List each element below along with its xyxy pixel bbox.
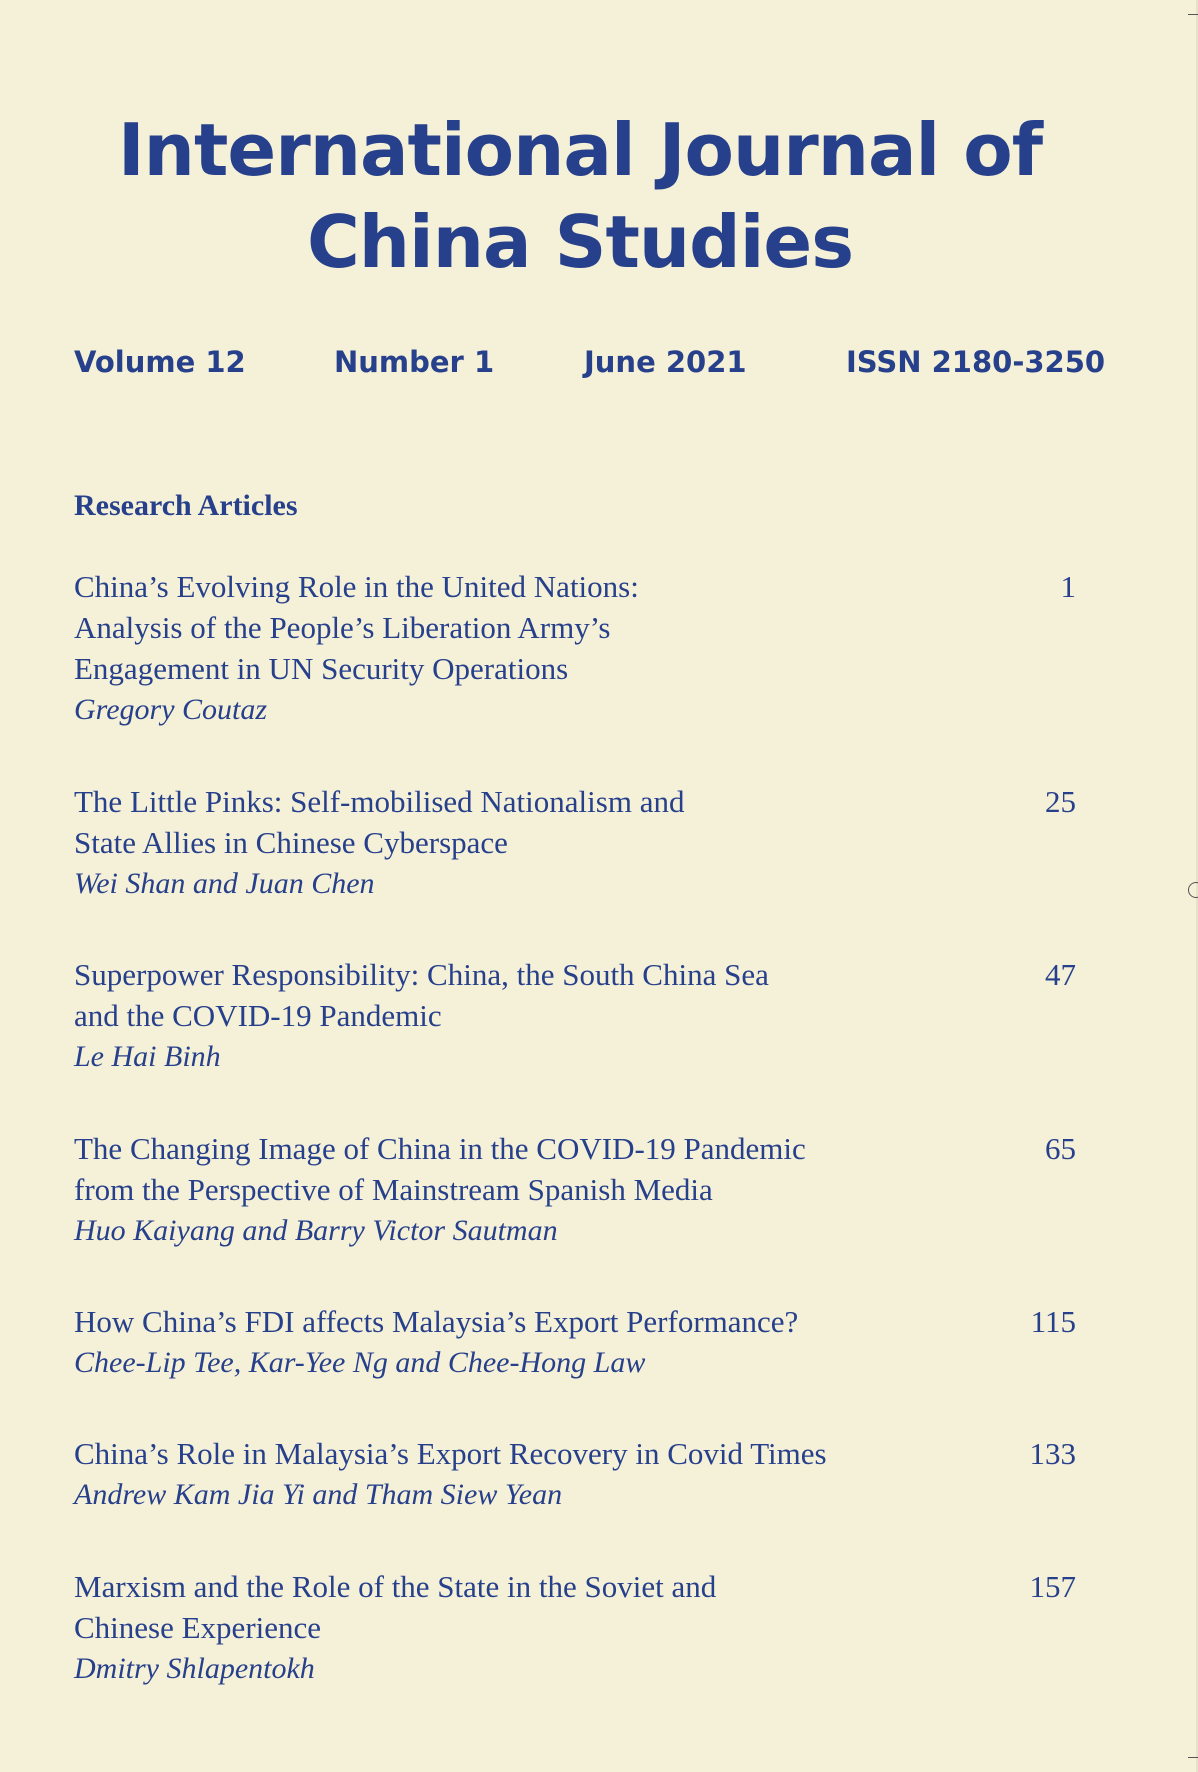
article-title-line: Engagement in UN Security Operations bbox=[74, 651, 569, 686]
article-entry[interactable] bbox=[74, 1433, 1076, 1515]
article-title bbox=[74, 954, 894, 1036]
article-authors: Andrew Kam Jia Yi and Tham Siew Yean bbox=[74, 1478, 563, 1511]
article-entry[interactable] bbox=[74, 954, 1076, 1077]
article-title-line: China’s Role in Malaysia’s Export Recovery in Covid Times bbox=[74, 1436, 827, 1471]
article-entry[interactable] bbox=[74, 1566, 1076, 1689]
article-title-line: The Little Pinks: Self-mobilised Nationalism and bbox=[74, 784, 685, 819]
article-page-number: 65 bbox=[1045, 1131, 1076, 1166]
journal-title bbox=[0, 104, 1160, 288]
article-title-line: Chinese Experience bbox=[74, 1610, 322, 1645]
article-title-line: and the COVID-19 Pandemic bbox=[74, 998, 442, 1033]
article-authors: Huo Kaiyang and Barry Victor Sautman bbox=[74, 1214, 558, 1247]
article-entry[interactable] bbox=[74, 1301, 1076, 1383]
article-title bbox=[74, 1128, 894, 1210]
article-authors: Gregory Coutaz bbox=[74, 693, 268, 726]
journal-title-line-2: China Studies bbox=[306, 200, 854, 284]
article-page-number: 47 bbox=[1045, 957, 1076, 992]
article-page-number: 25 bbox=[1045, 784, 1076, 819]
article-title bbox=[74, 1433, 894, 1474]
article-page-number: 133 bbox=[1029, 1436, 1076, 1471]
article-title-line: Analysis of the People’s Liberation Army’s bbox=[74, 610, 611, 645]
number-label: Number 1 bbox=[334, 345, 495, 379]
article-title-line: China’s Evolving Role in the United Nations: bbox=[74, 569, 639, 604]
volume-label: Volume 12 bbox=[74, 345, 246, 379]
date-label: June 2021 bbox=[584, 345, 747, 379]
article-title-line: from the Perspective of Mainstream Spanish Media bbox=[74, 1172, 713, 1207]
article-entry[interactable] bbox=[74, 781, 1076, 904]
article-entry[interactable] bbox=[74, 566, 1076, 730]
article-title bbox=[74, 1301, 894, 1342]
journal-title-line-1: International Journal of bbox=[117, 108, 1043, 192]
article-title bbox=[74, 1566, 894, 1648]
article-authors: Wei Shan and Juan Chen bbox=[74, 867, 375, 900]
article-title bbox=[74, 781, 894, 863]
article-entry[interactable] bbox=[74, 1128, 1076, 1251]
article-page-number: 1 bbox=[1060, 569, 1076, 604]
article-authors: Chee-Lip Tee, Kar-Yee Ng and Chee-Hong Law bbox=[74, 1346, 646, 1379]
article-title-line: Marxism and the Role of the State in the Soviet and bbox=[74, 1569, 717, 1604]
crop-mark-top bbox=[1188, 14, 1198, 15]
article-title-line: How China’s FDI affects Malaysia’s Export Performance? bbox=[74, 1304, 799, 1339]
article-title-line: State Allies in Chinese Cyberspace bbox=[74, 825, 508, 860]
issn-label: ISSN 2180-3250 bbox=[846, 345, 1106, 379]
article-page-number: 115 bbox=[1030, 1304, 1076, 1339]
registration-mark bbox=[1188, 882, 1198, 898]
article-title-line: The Changing Image of China in the COVID-19 Pandemic bbox=[74, 1131, 806, 1166]
article-authors: Dmitry Shlapentokh bbox=[74, 1652, 315, 1685]
crop-mark-bottom bbox=[1188, 1757, 1198, 1758]
article-title-line: Superpower Responsibility: China, the South China Sea bbox=[74, 957, 769, 992]
article-title bbox=[74, 566, 894, 689]
section-heading: Research Articles bbox=[74, 489, 298, 522]
article-page-number: 157 bbox=[1029, 1569, 1076, 1604]
article-authors: Le Hai Binh bbox=[74, 1040, 221, 1073]
